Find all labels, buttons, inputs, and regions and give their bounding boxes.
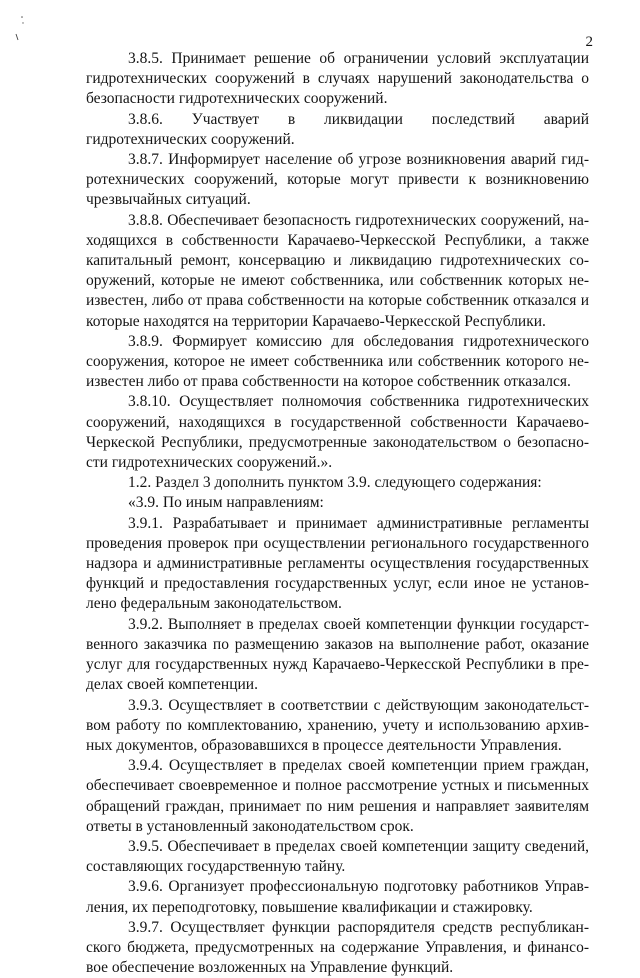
paragraph-3-8-10: 3.8.10. Осуществляет полномочия собственника гидротехнических сооружений, находящихся в государственной собственности Карачаево-Черкеской Республики, предусмотренные законодательством о безопасности гидротехнических сооружений.». (86, 393, 589, 472)
paragraph-3-9-5: 3.9.5. Обеспечивает в пределах своей компетенции защиту сведений, составляющих государственную тайну. (86, 837, 589, 876)
paragraph-3-9-heading: «3.9. По иным направлениям: (128, 494, 324, 512)
paragraph-3-8-5: 3.8.5. Принимает решение об ограничении условий эксплуатации гидротехнических сооружений в случаях нарушений законодательства о безопасности гидротехнических сооружений. (86, 50, 589, 108)
paragraph-3-9-2: 3.9.2. Выполняет в пределах своей компетенции функции государственного заказчика по размещению заказов на выполнение работ, оказание услуг для государственных нужд Карачаево-Черкесской Республики в пределах своей компетенции. (86, 615, 589, 694)
paragraph-3-8-6: 3.8.6. Участвует в ликвидации последствий аварий гидротехнических сооружений. (86, 110, 589, 148)
paragraph-3-9-4: 3.9.4. Осуществляет в пределах своей компетенции прием граждан, обеспечивает своевременное и полное рассмотрение устных и письменных обращений граждан, принимает по ним решения и направляет заявителям ответы в установленный законодательством срок. (86, 757, 589, 835)
paragraph-3-8-9: 3.8.9. Формирует комиссию для обследования гидротехнического сооружения, которое не имеет собственника или собственник которого неизвестен либо от права собственности на которое собственник отказался. (86, 332, 589, 391)
scan-mark (12, 12, 26, 42)
paragraph-3-8-7: 3.8.7. Информирует население об угрозе возникновения аварий гидротехнических сооружений, которые могут привести к возникновению чрезвычайных ситуаций. (86, 151, 589, 209)
page-number: 2 (585, 34, 593, 50)
paragraph-1-2: 1.2. Раздел 3 дополнить пунктом 3.9. следующего содержания: (128, 474, 542, 492)
paragraph-3-9-7: 3.9.7. Осуществляет функции распорядителя средств республиканского бюджета, предусмотренных на содержание Управления, и финансовое обеспечение возложенных на Управление функций. (86, 918, 589, 977)
paragraph-3-9-6: 3.9.6. Организует профессиональную подготовку работников Управления, их переподготовку, повышение квалификации и стажировку. (86, 878, 589, 916)
paragraph-3-9-1: 3.9.1. Разрабатывает и принимает административные регламенты проведения проверок при осуществлении регионального государственного надзора и административные регламенты осуществления государственных функций и предоставления государственных услуг, если иное не установлено федеральным законодательством. (86, 514, 589, 613)
paragraph-3-9-3: 3.9.3. Осуществляет в соответствии с действующим законодательством работу по комплектованию, хранению, учету и использованию архивных документов, образовавшихся в процессе деятельности Управления. (86, 696, 589, 754)
paragraph-3-8-8: 3.8.8. Обеспечивает безопасность гидротехнических сооружений, находящихся в собственности Карачаево-Черкесской Республики, а также капитальный ремонт, консервацию и ликвидацию гидротехнических сооружений, которые не имеют собственника, или собственник которых неизвестен, либо от права собственности на которые собственник отказался и которые находятся на территории Карачаево-Черкесской Республики. (86, 211, 589, 330)
document-body (86, 49, 589, 978)
